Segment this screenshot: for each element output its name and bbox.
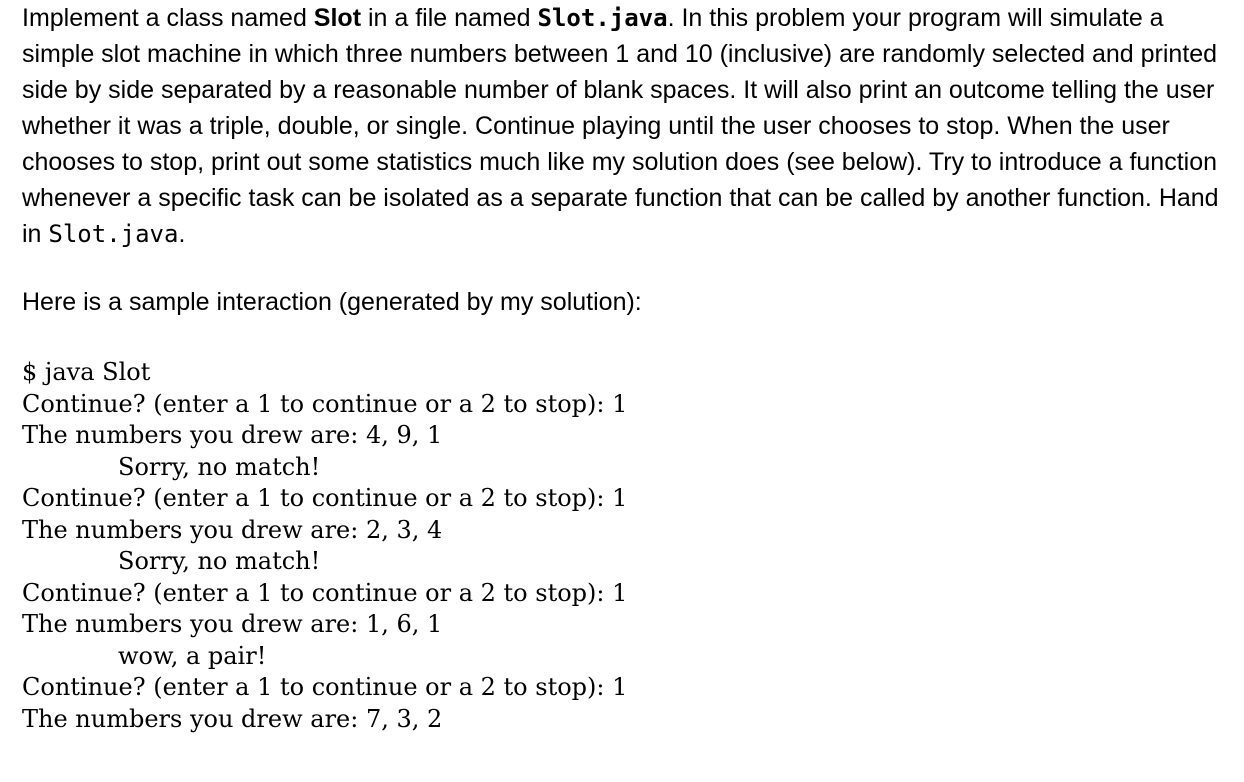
transcript-line: Continue? (enter a 1 to continue or a 2 to stop): 1 xyxy=(22,484,628,512)
sample-interaction-heading: Here is a sample interaction (generated by my solution): xyxy=(22,288,642,316)
transcript-line: Continue? (enter a 1 to continue or a 2 to stop): 1 xyxy=(22,578,628,607)
hand-in-file-name: Slot.java xyxy=(48,220,179,248)
transcript-line: The numbers you drew are: 4, 9, 1 xyxy=(22,421,443,449)
description-text: Implement a class named xyxy=(22,4,314,32)
assignment-description xyxy=(22,0,1234,252)
description-text: in a file named xyxy=(361,4,538,32)
transcript-line: The numbers you drew are: 2, 3, 4 xyxy=(22,515,443,544)
description-text: . In this problem your program will simulate a simple slot machine in which three numbers between 1 and 10 (inclusive) are randomly selected and printed side by side separated by a reasonable number of blank spaces. It will also print an outcome telling the user whether it was a triple, double, or single. Continue playing until the user chooses to stop. When the user chooses to stop, print out some statistics much like my solution does (see below). Try to introduce a function whenever a specific task can be isolated as a separate function that can be called by another function. Hand in xyxy=(22,4,1219,248)
document-page xyxy=(22,0,1234,733)
transcript-line: Continue? (enter a 1 to continue or a 2 to stop): 1 xyxy=(22,389,628,418)
transcript-outcome-line: Sorry, no match! xyxy=(118,547,321,575)
transcript-line: The numbers you drew are: 1, 6, 1 xyxy=(22,610,443,638)
transcript-line: The numbers you drew are: 7, 3, 2 xyxy=(22,704,443,733)
transcript-line: Continue? (enter a 1 to continue or a 2 to stop): 1 xyxy=(22,673,628,701)
sample-transcript xyxy=(22,357,627,735)
transcript-outcome-line: Sorry, no match! xyxy=(118,452,321,481)
transcript-line: $ java Slot xyxy=(22,358,151,386)
file-name: Slot.java xyxy=(537,4,668,32)
description-text: . xyxy=(178,220,186,248)
class-name: Slot xyxy=(313,4,362,32)
transcript-outcome-line: wow, a pair! xyxy=(118,641,267,670)
